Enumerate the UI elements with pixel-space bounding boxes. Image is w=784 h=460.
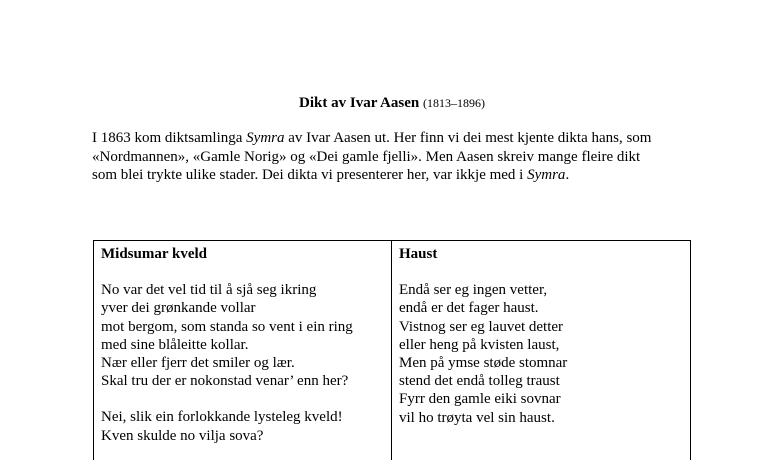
poem-stanza xyxy=(101,408,384,444)
poem-title: Midsumar kveld xyxy=(101,246,207,262)
poem-verse: Nær eller fjerr det smiler og lær. xyxy=(101,355,295,372)
document-title: Dikt av Ivar Aasen xyxy=(299,95,420,111)
poem-verse: Nei, slik ein forlokkande lysteleg kveld! xyxy=(101,409,343,426)
author-years: (1813–1896) xyxy=(422,96,485,110)
poem-stanza xyxy=(399,281,683,427)
intro-line: som blei trykte ulike stader. Dei dikta vi presenterer her, var ikkje med i Symra. xyxy=(92,167,570,183)
poem-verse: Men på ymse støde stomnar xyxy=(399,355,568,372)
book-title-italic: Symra xyxy=(246,130,285,146)
poem-title: Haust xyxy=(399,246,438,262)
poem-cell-haust xyxy=(392,241,690,460)
poem-verse: eller heng på kvisten laust, xyxy=(399,336,560,353)
poem-verse: med sine blåleitte kollar. xyxy=(101,336,249,353)
poem-verse: mot bergom, som standa so vent i ein ring xyxy=(101,318,353,335)
poem-verse: stend det endå tolleg traust xyxy=(399,373,560,390)
poem-verse: endå er det fager haust. xyxy=(399,300,539,317)
book-title-italic: Symra xyxy=(527,167,566,183)
intro-line: «Nordmannen», «Gamle Norig» og «Dei gamle fjelli». Men Aasen skreiv mange fleire dikt xyxy=(92,148,641,165)
intro-line: I 1863 kom diktsamlinga Symra av Ivar Aasen ut. Her finn vi dei mest kjente dikta hans, som xyxy=(92,130,652,146)
poem-verse: yver dei grønkande vollar xyxy=(101,300,256,317)
intro-paragraph xyxy=(92,129,712,185)
page-title xyxy=(0,94,784,112)
poem-verse: vil ho trøyta vel sin haust. xyxy=(399,409,555,426)
poem-verse: No var det vel tid til å sjå seg ikring xyxy=(101,282,317,299)
poem-verse: Endå ser eg ingen vetter, xyxy=(399,282,548,299)
poem-stanza xyxy=(101,281,384,390)
poem-verse: Vistnog ser eg lauvet detter xyxy=(399,318,564,335)
poem-verse: Kven skulde no vilja sova? xyxy=(101,427,264,444)
poems-table xyxy=(93,240,691,460)
poem-verse: Skal tru der er nokonstad venar’ enn her? xyxy=(101,373,349,390)
poem-verse: Fyrr den gamle eiki sovnar xyxy=(399,391,561,408)
poem-cell-midsumar-kveld xyxy=(94,241,392,460)
